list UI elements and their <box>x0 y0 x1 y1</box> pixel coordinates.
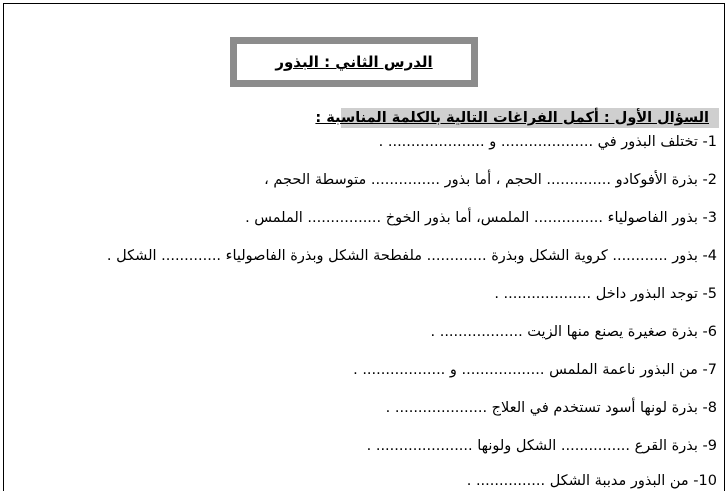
question-line-9: 9- بذرة القرع ............... الشكل ولونها ..................... . <box>366 438 717 454</box>
question-line-2: 2- بذرة الأفوكادو .............. الحجم ، أما بذور ............... متوسطة الحجم ، <box>264 172 717 188</box>
question-line-4: 4- بذور ............ كروية الشكل وبذرة ............. ملفطحة الشكل وبذرة الفاصولياء ............. الشكل . <box>106 248 717 264</box>
question-line-1: 1- تختلف البذور في .................... و ..................... . <box>378 134 717 150</box>
question-header: السؤال الأول : أكمل الفراغات التالية بالكلمة المناسبة : <box>315 110 709 126</box>
lesson-title: الدرس الثاني : البذور <box>275 53 433 71</box>
question-line-6: 6- بذرة صغيرة يصنع منها الزيت .................. . <box>430 324 717 340</box>
title-inner <box>237 44 471 80</box>
question-line-10: 10- من البذور مدببة الشكل ............... . <box>466 473 717 489</box>
question-line-7: 7- من البذور ناعمة الملمس .................. و .................. . <box>353 362 717 378</box>
question-line-8: 8- بذرة لونها أسود تستخدم في العلاج .................... . <box>385 400 717 416</box>
question-line-3: 3- بذور الفاصولياء ............... الملمس، أما بذور الخوخ ................ الملمس . <box>245 210 717 226</box>
question-header-bar <box>315 108 719 128</box>
title-frame <box>230 37 478 87</box>
question-line-5: 5- توجد البذور داخل ................... . <box>494 286 717 302</box>
worksheet-page <box>3 3 725 491</box>
